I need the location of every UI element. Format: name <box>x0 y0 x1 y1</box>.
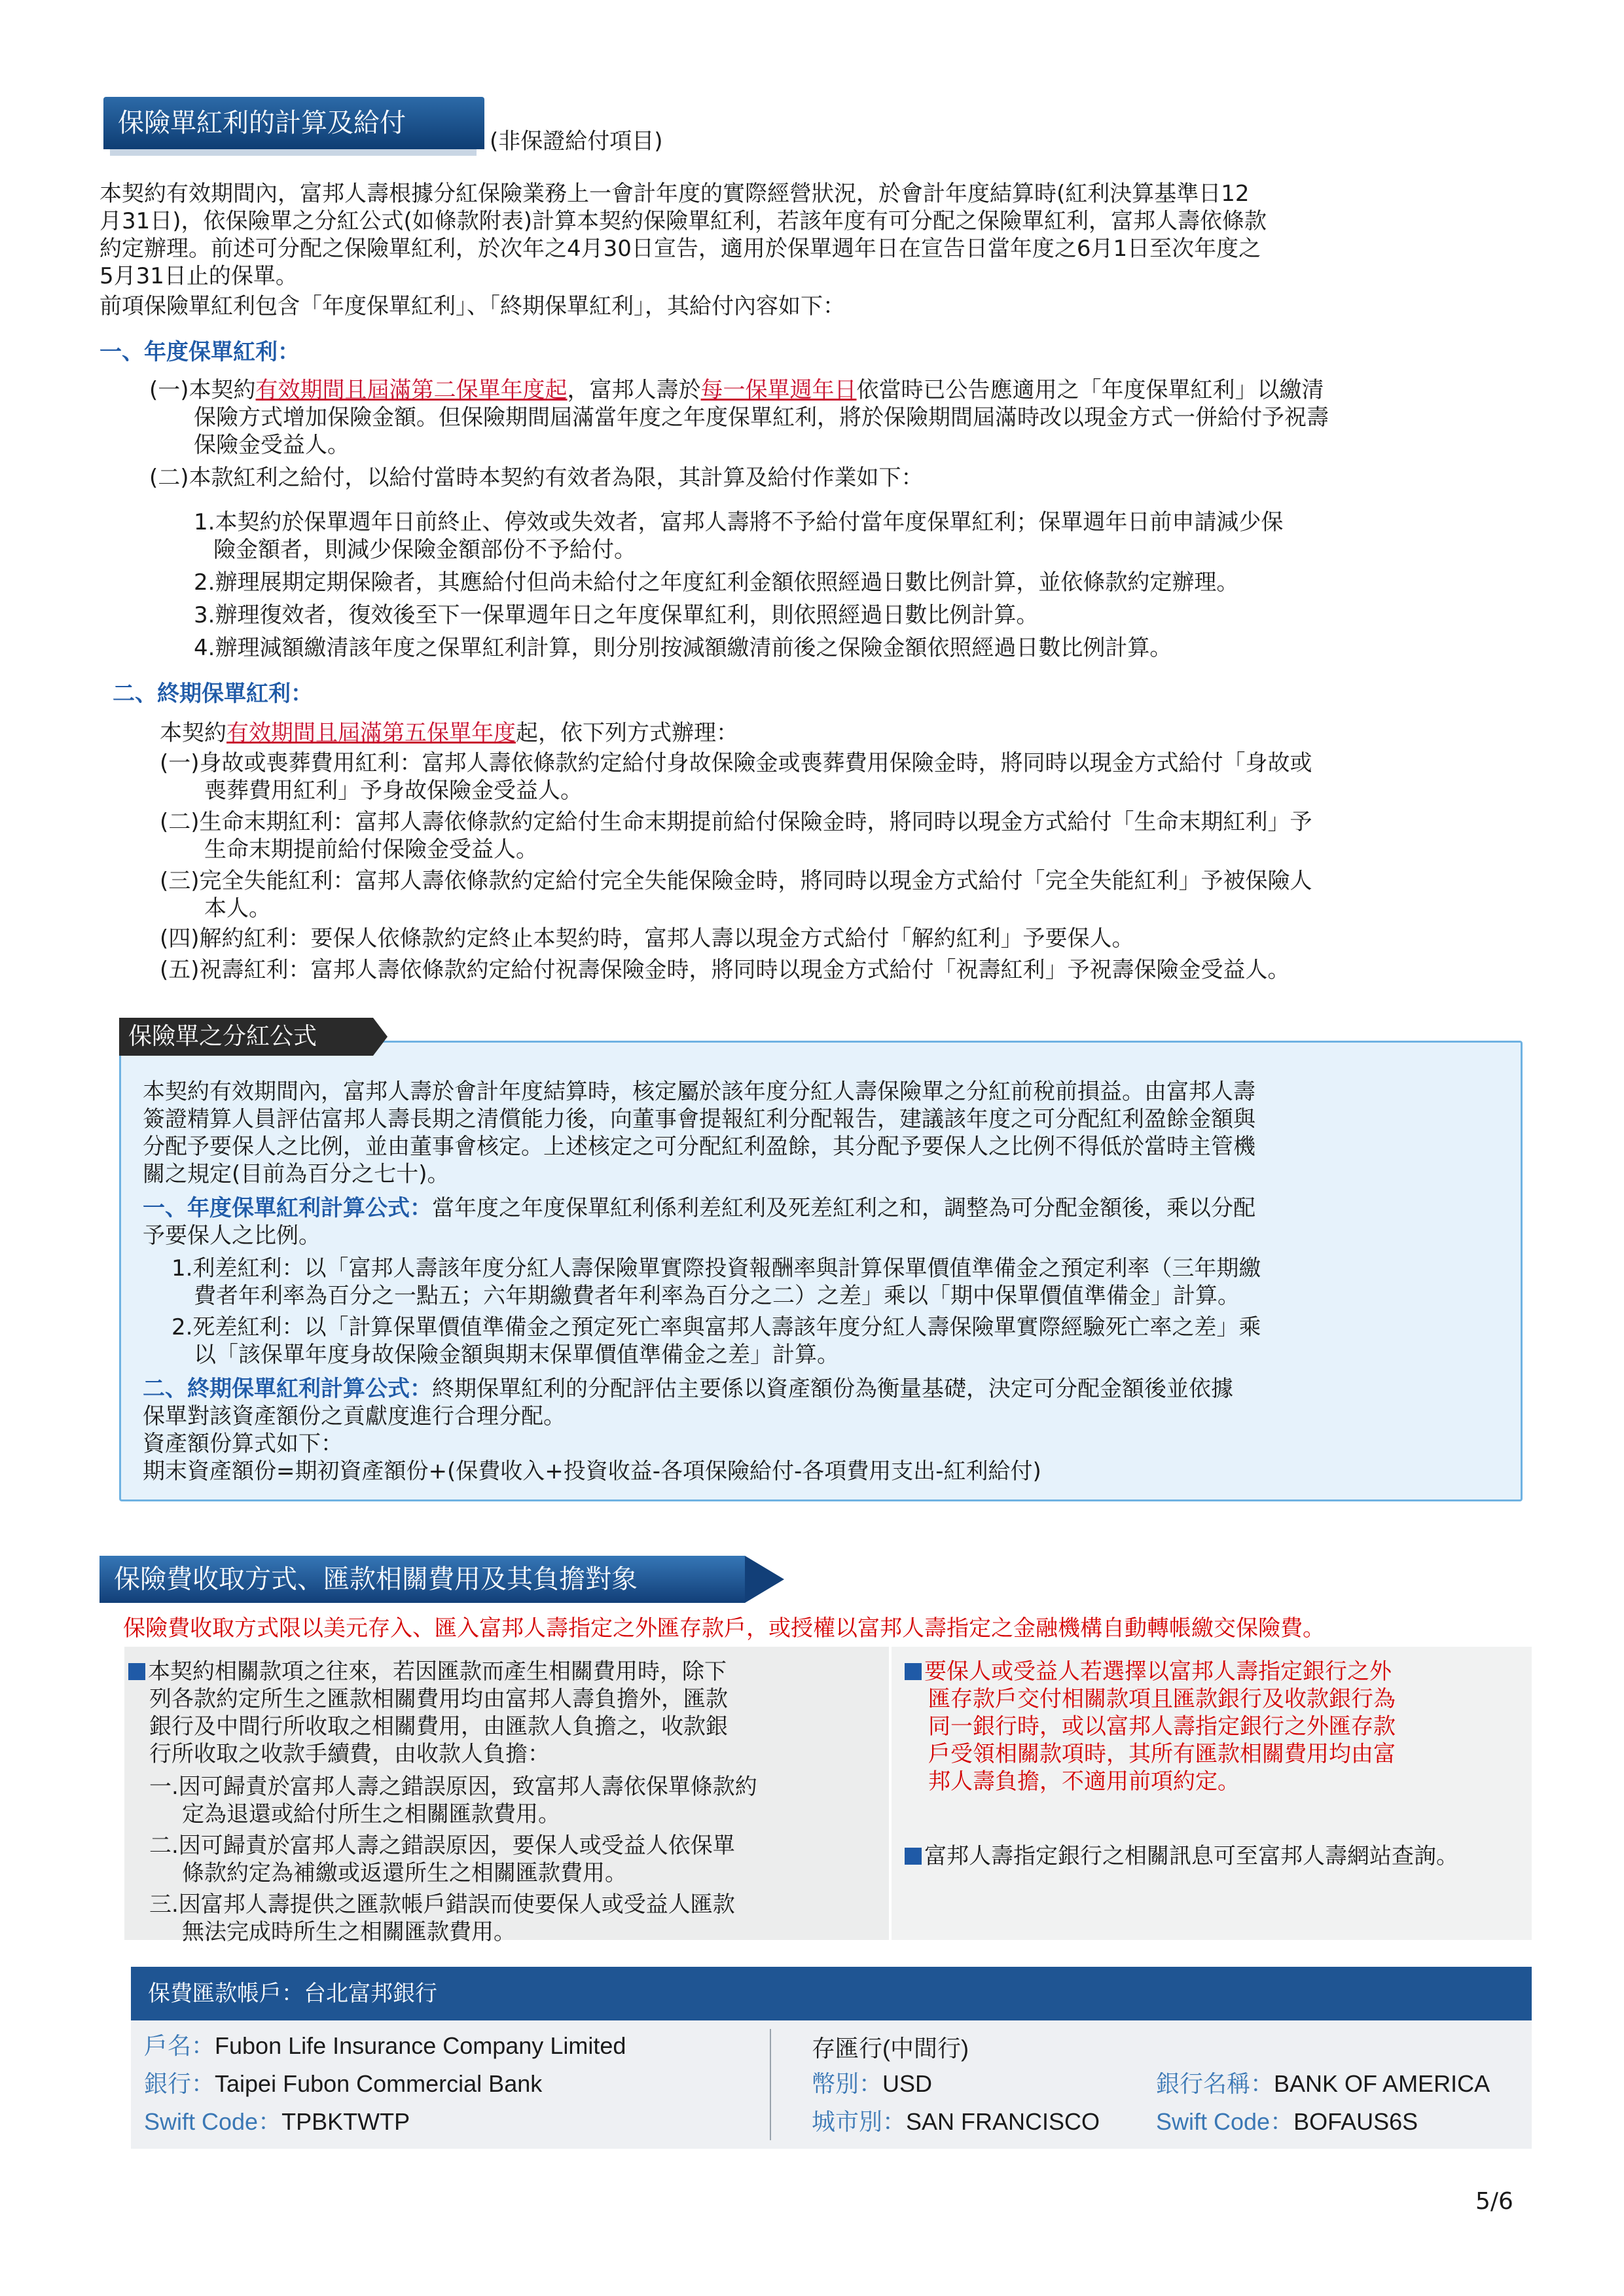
account-bank-name <box>1156 2071 1490 2097</box>
text: 起，依下列方式辦理： <box>516 720 738 746</box>
account-city <box>812 2109 1100 2135</box>
bullet-square-icon <box>128 1663 145 1680</box>
intro-line: 前項保險單紅利包含「年度保單紅利」、「終期保單紅利」，其給付內容如下： <box>99 293 845 319</box>
terminal-formula <box>143 1376 1233 1402</box>
formula-item: 1.利差紅利：以「富邦人壽該年度分紅人壽保險單實際投資報酬率與計算保單價值準備金之預定利率（三年期繳 <box>171 1255 1261 1282</box>
fee-right-note <box>905 1843 1458 1869</box>
fee-red-note: 保險費收取方式限以美元存入、匯入富邦人壽指定之外匯存款戶，或授權以富邦人壽指定之金融機構自動轉帳繳交保險費。 <box>123 1615 1325 1641</box>
account-swift-2 <box>1156 2109 1418 2135</box>
label: 城市別： <box>812 2108 907 2135</box>
account-bank <box>144 2071 542 2097</box>
fee-right-line: 戶受領相關款項時，其所有匯款相關費用均由富 <box>928 1741 1396 1767</box>
fee-left-line: 定為退還或給付所生之相關匯款費用。 <box>182 1801 560 1827</box>
text: (一)本契約 <box>149 377 256 403</box>
annual-subitem: 2.辦理展期定期保險者，其應給付但尚未給付之年度紅利金額依照經過日數比例計算，並依條款約定辦理。 <box>194 569 1239 596</box>
text: 要保人或受益人若選擇以富邦人壽指定銀行之外 <box>924 1659 1392 1685</box>
intro-line: 5月31日止的保單。 <box>99 263 298 289</box>
label: Swift Code： <box>1156 2108 1294 2135</box>
text: 依當時已公告應適用之「年度保單紅利」以繳清 <box>856 377 1324 403</box>
annual-heading: 一、年度保單紅利： <box>99 339 300 365</box>
terminal-formula-line: 期末資產額份=期初資產額份+(保費收入+投資收益-各項保險給付-各項費用支出-紅利給付) <box>143 1458 1041 1484</box>
bullet-square-icon <box>905 1663 922 1680</box>
annual-item-1-cont: 保險方式增加保險金額。但保險期間屆滿當年度之年度保單紅利，將於保險期間屆滿時改以現金方式一併給付予祝壽 <box>194 404 1329 431</box>
annual-subitem: 4.辦理減額繳清該年度之保單紅利計算，則分別按減額繳清前後之保險金額依照經過日數比例計算。 <box>194 635 1172 661</box>
underlined-text: 有效期間且屆滿第五保單年度 <box>226 720 516 746</box>
account-name <box>144 2033 626 2059</box>
formula-intro: 關之規定(目前為百分之七十)。 <box>143 1161 450 1187</box>
fee-right-line: 匯存款戶交付相關款項且匯款銀行及收款銀行為 <box>928 1686 1396 1712</box>
fee-left-line: 銀行及中間行所收取之相關費用，由匯款人負擔之，收款銀 <box>149 1713 728 1740</box>
fee-left-line <box>128 1659 727 1685</box>
fee-right-line <box>905 1659 1392 1685</box>
fee-left-line: 二.因可歸責於富邦人壽之錯誤原因，要保人或受益人依保單 <box>149 1833 735 1859</box>
formula-item: 以「該保單年度身故保險金額與期末保單價值準備金之差」計算。 <box>194 1342 839 1368</box>
formula-item: 費者年利率為百分之一點五；六年期繳費者年利率為百分之二）之差」乘以「期中保單價值準備金」計算。 <box>194 1283 1240 1309</box>
terminal-item: (五)祝壽紅利：富邦人壽依條款約定給付祝壽保險金時，將同時以現金方式給付「祝壽紅利」予祝壽保險金受益人。 <box>160 957 1290 983</box>
formula-intro: 本契約有效期間內，富邦人壽於會計年度結算時，核定屬於該年度分紅人壽保險單之分紅前稅前損益。由富邦人壽 <box>143 1079 1255 1105</box>
annual-item-2: (二)本款紅利之給付，以給付當時本契約有效者為限，其計算及給付作業如下： <box>149 465 924 491</box>
account-header: 保費匯款帳戶：台北富邦銀行 <box>131 1967 1532 2020</box>
bonus-title: 保險單紅利的計算及給付 <box>103 97 484 149</box>
text: 當年度之年度保單紅利係利差紅利及死差紅利之和，調整為可分配金額後，乘以分配 <box>432 1195 1255 1221</box>
annual-subitem: 3.辦理復效者，復效後至下一保單週年日之年度保單紅利，則依照經過日數比例計算。 <box>194 602 1039 628</box>
label: 銀行名稱： <box>1156 2070 1274 2097</box>
value: Fubon Life Insurance Company Limited <box>215 2032 626 2059</box>
text: 富邦人壽指定銀行之相關訊息可至富邦人壽網站查詢。 <box>924 1843 1458 1869</box>
underlined-text: 每一保單週年日 <box>700 377 857 403</box>
fee-right-line: 同一銀行時，或以富邦人壽指定銀行之外匯存款 <box>928 1713 1396 1740</box>
intro-line: 月31日)，依保險單之分紅公式(如條款附表)計算本契約保險單紅利，若該年度有可分配之保險單紅利，富邦人壽依條款 <box>99 208 1267 234</box>
fee-left-line: 無法完成時所生之相關匯款費用。 <box>182 1919 516 1945</box>
annual-formula-cont: 予要保人之比例。 <box>143 1223 321 1249</box>
formula-intro: 分配予要保人之比例，並由董事會核定。上述核定之可分配紅利盈餘，其分配予要保人之比例不得低於當時主管機 <box>143 1134 1255 1160</box>
bonus-subtitle: (非保證給付項目) <box>490 128 663 154</box>
terminal-item: (四)解約紅利：要保人依條款約定終止本契約時，富邦人壽以現金方式給付「解約紅利」予要保人。 <box>160 925 1134 952</box>
fee-left-line: 行所收取之收款手續費，由收款人負擔： <box>149 1741 550 1767</box>
account-currency <box>812 2071 932 2097</box>
terminal-heading: 二、終期保單紅利： <box>113 681 313 707</box>
annual-formula-label: 一、年度保單紅利計算公式： <box>143 1195 432 1221</box>
fee-right-line: 邦人壽負擔，不適用前項約定。 <box>928 1768 1240 1795</box>
value: BANK OF AMERICA <box>1274 2070 1490 2097</box>
terminal-formula-line: 資產額份算式如下： <box>143 1431 343 1457</box>
value: BOFAUS6S <box>1293 2108 1418 2135</box>
fee-title: 保險費收取方式、匯款相關費用及其負擔對象 <box>99 1556 745 1603</box>
annual-subitem: 險金額者，則減少保險金額部份不予給付。 <box>213 537 636 563</box>
bullet-square-icon <box>905 1848 922 1865</box>
intermediary-title: 存匯行(中間行) <box>812 2035 969 2062</box>
text: 本契約相關款項之往來，若因匯款而產生相關費用時，除下 <box>148 1659 727 1685</box>
fee-left-line: 條款約定為補繳或返還所生之相關匯款費用。 <box>182 1860 627 1886</box>
formula-title: 保險單之分紅公式 <box>119 1018 373 1056</box>
value: USD <box>882 2070 933 2097</box>
terminal-item: (二)生命末期紅利：富邦人壽依條款約定給付生命末期提前給付保險金時，將同時以現金方式給付「生命末期紅利」予 <box>160 809 1312 835</box>
value: Taipei Fubon Commercial Bank <box>215 2070 543 2097</box>
terminal-formula-label: 二、終期保單紅利計算公式： <box>143 1376 432 1402</box>
account-divider <box>770 2029 771 2140</box>
formula-intro: 簽證精算人員評估富邦人壽長期之清償能力後，向董事會提報紅利分配報告，建議該年度之可分配紅利盈餘金額與 <box>143 1106 1255 1132</box>
value: TPBKTWTP <box>281 2108 410 2135</box>
text: 本契約 <box>160 720 226 746</box>
annual-item-1-cont: 保險金受益人。 <box>194 432 350 458</box>
annual-formula <box>143 1195 1255 1221</box>
terminal-intro <box>160 720 738 746</box>
label: 銀行： <box>144 2070 215 2097</box>
intro-line: 約定辦理。前述可分配之保險單紅利，於次年之4月30日宣告，適用於保單週年日在宣告日當年度之6月1日至次年度之 <box>99 236 1261 262</box>
terminal-item: (三)完全失能紅利：富邦人壽依條款約定給付完全失能保險金時，將同時以現金方式給付「完全失能紅利」予被保險人 <box>160 868 1312 894</box>
annual-subitem: 1.本契約於保單週年日前終止、停效或失效者，富邦人壽將不予給付當年度保單紅利；保單週年日前申請減少保 <box>194 509 1284 535</box>
text: 終期保單紅利的分配評估主要係以資產額份為衡量基礎，決定可分配金額後並依據 <box>432 1376 1233 1402</box>
formula-item: 2.死差紅利：以「計算保單價值準備金之預定死亡率與富邦人壽該年度分紅人壽保險單實際經驗死亡率之差」乘 <box>171 1314 1261 1340</box>
fee-left-line: 三.因富邦人壽提供之匯款帳戶錯誤而使要保人或受益人匯款 <box>149 1892 735 1918</box>
fee-left-line: 一.因可歸責於富邦人壽之錯誤原因，致富邦人壽依保單條款約 <box>149 1774 757 1800</box>
value: SAN FRANCISCO <box>906 2108 1100 2135</box>
terminal-item: (一)身故或喪葬費用紅利：富邦人壽依條款約定給付身故保險金或喪葬費用保險金時，將同時以現金方式給付「身故或 <box>160 750 1312 776</box>
terminal-item: 喪葬費用紅利」予身故保險金受益人。 <box>204 778 583 804</box>
intro-line: 本契約有效期間內，富邦人壽根據分紅保險業務上一會計年度的實際經營狀況，於會計年度結算時(紅利決算基準日12 <box>99 181 1250 207</box>
label: 幣別： <box>812 2070 883 2097</box>
terminal-item: 本人。 <box>204 895 271 922</box>
terminal-item: 生命末期提前給付保險金受益人。 <box>204 836 538 863</box>
terminal-formula-line: 保單對該資產額份之貢獻度進行合理分配。 <box>143 1403 566 1429</box>
underlined-text: 有效期間且屆滿第二保單年度起 <box>255 377 568 403</box>
label: 戶名： <box>144 2032 215 2059</box>
label: Swift Code： <box>144 2108 282 2135</box>
annual-item-1 <box>149 377 1324 403</box>
page-number: 5/6 <box>1475 2188 1513 2215</box>
account-swift <box>144 2109 410 2135</box>
fee-left-line: 列各款約定所生之匯款相關費用均由富邦人壽負擔外，匯款 <box>149 1686 728 1712</box>
text: ，富邦人壽於 <box>567 377 701 403</box>
